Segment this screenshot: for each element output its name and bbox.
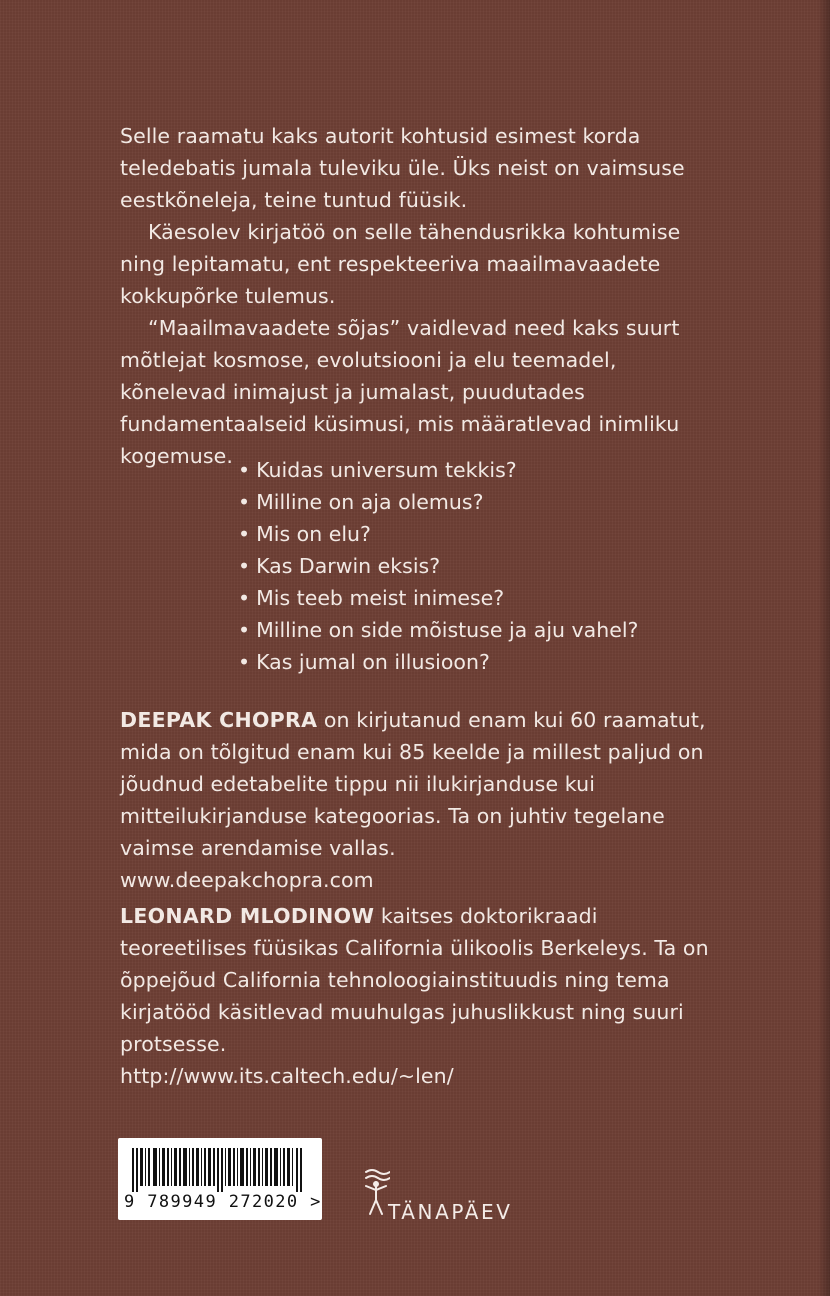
list-item: • Kuidas universum tekkis? — [238, 454, 718, 486]
blurb-intro — [120, 120, 720, 472]
blurb-paragraph-2: Käesolev kirjatöö on selle tähendusrikka kohtumise ning lepitamatu, ent respekteeriva maailmavaadete kokkupõrke tulemus. — [120, 220, 681, 308]
blurb-paragraph-3: “Maailmavaadete sõjas” vaidlevad need kaks suurt mõtlejat kosmose, evolutsiooni ja elu teemadel, kõnelevad inimajust ja jumalast, puudutades fundamentaalseid küsimusi, mis määratlevad inimliku kogemuse. — [120, 316, 680, 468]
barcode-bars — [132, 1148, 308, 1192]
author-website-link[interactable]: http://www.its.caltech.edu/~len/ — [120, 1064, 454, 1088]
author-name: DEEPAK CHOPRA — [120, 708, 318, 732]
list-item: • Milline on side mõistuse ja aju vahel? — [238, 614, 718, 646]
publisher-name: TÄNAPÄEV — [388, 1200, 513, 1224]
author-website-link[interactable]: www.deepakchopra.com — [120, 868, 374, 892]
book-spine-edge — [818, 0, 830, 1296]
list-item: • Kas jumal on illusioon? — [238, 646, 718, 678]
list-item: • Mis on elu? — [238, 518, 718, 550]
author-bio-text: on kirjutanud enam kui 60 raamatut, mida on tõlgitud enam kui 85 keelde ja millest paljud on jõudnud edetabelite tippu nii ilukirjanduse kui mitteilukirjanduse kategoorias. Ta on juhtiv tegelane vaimse arendamise vallas. — [120, 708, 706, 860]
question-list — [238, 454, 718, 678]
list-item: • Mis teeb meist inimese? — [238, 582, 718, 614]
list-item: • Kas Darwin eksis? — [238, 550, 718, 582]
publisher-logo-icon — [362, 1166, 390, 1230]
isbn-barcode — [118, 1138, 322, 1220]
list-item: • Milline on aja olemus? — [238, 486, 718, 518]
author-bio-text: kaitses doktorikraadi teoreetilises füüsikas California ülikoolis Berkeleys. Ta on õppejõud California tehnoloogiainstituudis ning tema kirjatööd käsitlevad muuhulgas juhuslikkust ning suuri protsesse. — [120, 904, 709, 1056]
author-name: LEONARD MLODINOW — [120, 904, 375, 928]
isbn-number: 9 789949 272020 > — [124, 1192, 322, 1212]
author-bio-mlodinow — [120, 900, 720, 1092]
blurb-paragraph-1: Selle raamatu kaks autorit kohtusid esimest korda teledebatis jumala tuleviku üle. Üks neist on vaimsuse eestkõneleja, teine tuntud füüsik. — [120, 124, 685, 212]
author-bio-chopra — [120, 704, 720, 896]
